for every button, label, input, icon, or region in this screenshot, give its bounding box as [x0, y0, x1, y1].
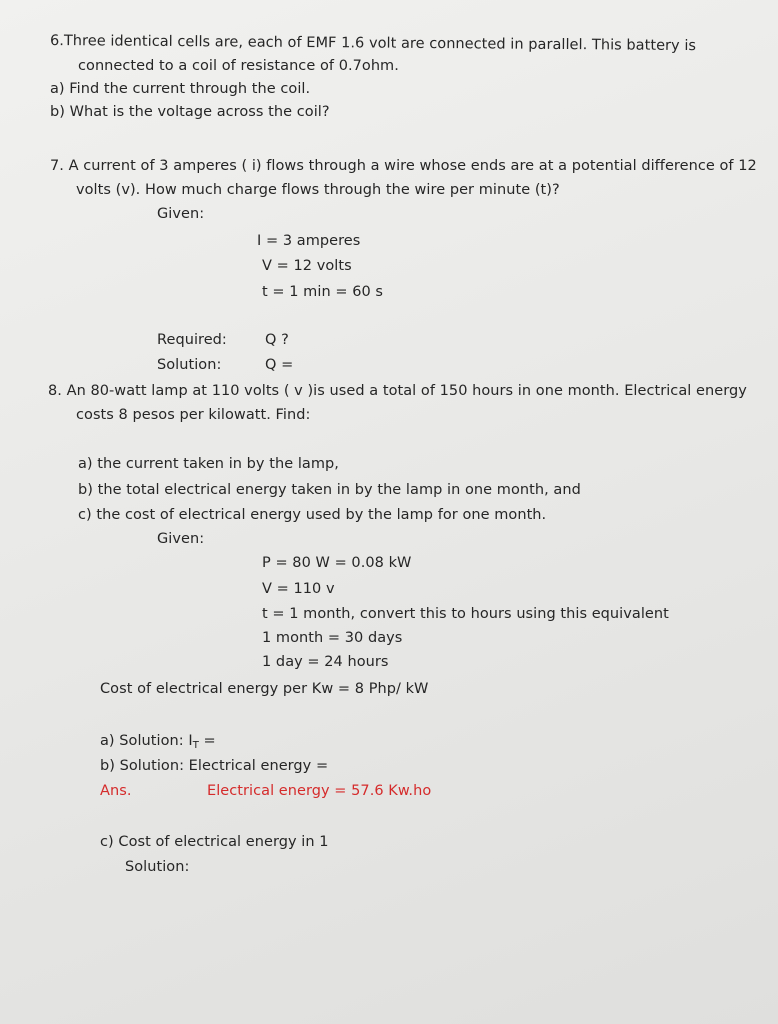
q6-statement-line1: 6.Three identical cells are, each of EMF 1.6 volt are connected in parallel. This battery is	[49, 33, 697, 55]
q8-solution-c-label: Solution:	[125, 859, 190, 875]
q7-given-label: Given:	[157, 206, 205, 222]
q6-statement-line2: connected to a coil of resistance of 0.7ohm.	[78, 58, 399, 74]
q8-given-time: t = 1 month, convert this to hours using this equivalent	[262, 606, 669, 622]
q8-cost-line: Cost of electrical energy per Kw = 8 Php/ kW	[100, 681, 429, 697]
q7-statement-line1: 7. A current of 3 amperes ( i) flows through a wire whose ends are at a potential difference of 12	[50, 158, 757, 174]
q8-statement-line2: costs 8 pesos per kilowatt. Find:	[76, 407, 311, 423]
q8-solution-a-text: a) Solution: I	[100, 733, 193, 749]
q7-solution-value: Q =	[265, 357, 294, 373]
q7-given-voltage: V = 12 volts	[262, 258, 352, 274]
q7-given-time: t = 1 min = 60 s	[262, 284, 384, 300]
q7-required-label: Required:	[157, 332, 227, 348]
q6-part-b: b) What is the voltage across the coil?	[50, 104, 330, 120]
q8-given-power: P = 80 W = 0.08 kW	[262, 555, 412, 571]
q8-part-c: c) the cost of electrical energy used by the lamp for one month.	[78, 507, 547, 523]
q8-solution-a-subscript: T	[192, 740, 199, 751]
q8-solution-a-equals: =	[198, 733, 216, 749]
q8-answer-value: Electrical energy = 57.6 Kw.ho	[207, 783, 432, 799]
q8-given-month: 1 month = 30 days	[262, 630, 403, 646]
q8-solution-b: b) Solution: Electrical energy =	[100, 758, 329, 774]
q8-answer-label: Ans.	[100, 783, 132, 799]
q8-given-day: 1 day = 24 hours	[262, 654, 389, 670]
q8-solution-a	[100, 731, 216, 756]
q6-part-a: a) Find the current through the coil.	[50, 81, 311, 97]
q8-given-label: Given:	[157, 531, 205, 547]
q8-part-a: a) the current taken in by the lamp,	[78, 456, 339, 472]
q7-solution-label: Solution:	[157, 357, 222, 373]
q8-solution-c: c) Cost of electrical energy in 1	[100, 834, 329, 850]
q8-statement-line1: 8. An 80-watt lamp at 110 volts ( v )is used a total of 150 hours in one month. Electrical energy	[48, 383, 747, 399]
q7-statement-line2: volts (v). How much charge flows through the wire per minute (t)?	[76, 182, 560, 198]
q8-part-b: b) the total electrical energy taken in by the lamp in one month, and	[78, 482, 581, 498]
q7-required-value: Q ?	[265, 332, 289, 348]
q8-given-voltage: V = 110 v	[262, 581, 335, 597]
q7-given-current: I = 3 amperes	[257, 233, 361, 249]
